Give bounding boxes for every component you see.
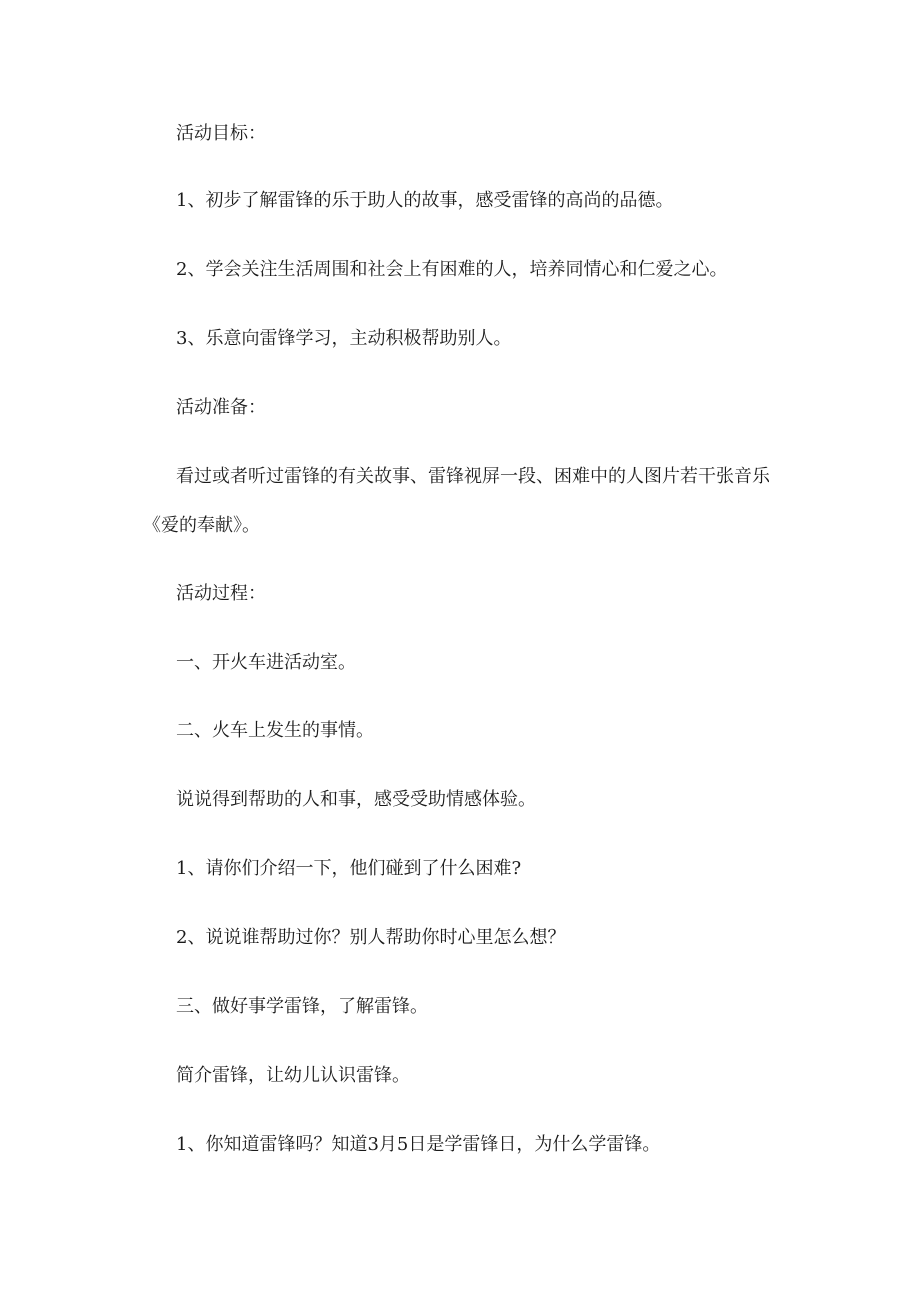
goal-item-1: 1、初步了解雷锋的乐于助人的故事，感受雷锋的高尚的品德。 xyxy=(176,190,674,211)
goal-item-2: 2、学会关注生活周围和社会上有困难的人，培养同情心和仁爱之心。 xyxy=(176,259,728,280)
process-step-3-intro: 简介雷锋，让幼儿认识雷锋。 xyxy=(176,1065,410,1086)
preparation-text-continued: 《爱的奉献》。 xyxy=(143,515,260,536)
process-step-2-question-1: 1、请你们介绍一下，他们碰到了什么困难? xyxy=(176,858,522,879)
process-step-2: 二、火车上发生的事情。 xyxy=(176,720,374,741)
process-step-2-question-2: 2、说说谁帮助过你？别人帮助你时心里怎么想？ xyxy=(176,927,566,948)
section-heading-preparation: 活动准备： xyxy=(176,397,266,418)
process-step-1: 一、开火车进活动室。 xyxy=(176,652,356,673)
process-step-3-question-1: 1、你知道雷锋吗？知道3月5日是学雷锋日，为什么学雷锋。 xyxy=(176,1134,661,1155)
process-step-2-intro: 说说得到帮助的人和事，感受受助情感体验。 xyxy=(176,789,536,810)
process-step-3: 三、做好事学雷锋，了解雷锋。 xyxy=(176,996,428,1017)
preparation-text: 看过或者听过雷锋的有关故事、雷锋视屏一段、困难中的人图片若干张音乐 xyxy=(176,466,770,487)
section-heading-goals: 活动目标： xyxy=(176,123,266,144)
section-heading-process: 活动过程： xyxy=(176,583,266,604)
goal-item-3: 3、乐意向雷锋学习，主动积极帮助别人。 xyxy=(176,328,512,349)
